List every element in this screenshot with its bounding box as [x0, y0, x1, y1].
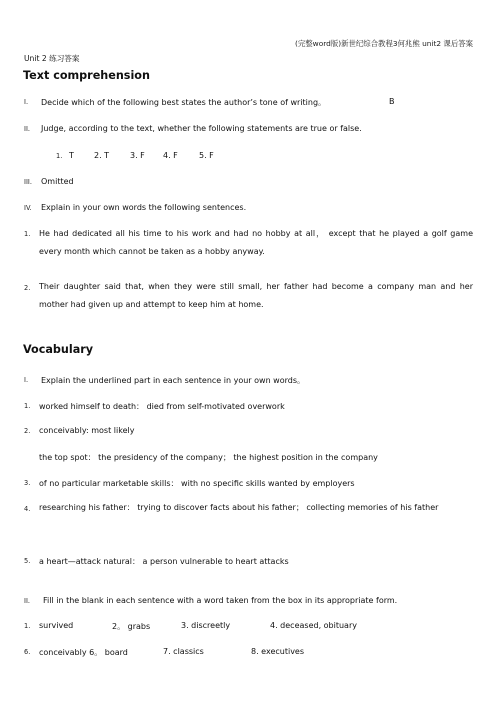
tf-answer: T — [69, 151, 74, 160]
fill-in-answer: 3. discreetly — [181, 621, 231, 630]
explanation-paragraph: He had dedicated all his time to his work and had no hobby at all， except that he played a golf game every month which cannot be taken as a hobby anyway. — [39, 229, 473, 256]
fill-in-answer: 2。 grabs — [112, 622, 151, 631]
fill-in-answer: 8. executives — [251, 647, 305, 656]
fill-in-answer: 7. classics — [163, 647, 204, 656]
item-number: I. — [24, 98, 29, 106]
tf-answer: 3. F — [130, 151, 145, 160]
answer-number: 1. — [56, 152, 63, 160]
tf-answer: 2. T — [94, 151, 110, 160]
answer-number: 1. — [24, 230, 31, 238]
item-number: II. — [24, 125, 30, 133]
vocabulary-answer: of no particular marketable skills： with no specific skills wanted by employers — [39, 479, 355, 488]
vocabulary-answer: the top spot： the presidency of the company； the highest position in the company — [39, 453, 378, 462]
document-header-title: (完整word版)新世纪综合教程3何兆熊 unit2 课后答案 — [295, 39, 473, 48]
question-text: Explain the underlined part in each sentence in your own words。 — [41, 376, 306, 385]
question-text: Decide which of the following best states the author’s tone of writing。 — [41, 98, 327, 107]
vocabulary-heading: Vocabulary — [23, 343, 94, 356]
item-number: IV. — [24, 204, 32, 212]
answer-number: 6. — [24, 648, 31, 656]
item-number: II. — [24, 597, 30, 605]
question-text: Fill in the blank in each sentence with a word taken from the box in its appropriate form. — [43, 596, 398, 605]
tone-answer: B — [389, 97, 395, 106]
answer-number: 2. — [24, 427, 31, 435]
fill-in-answer: 4. deceased, obituary — [270, 621, 357, 630]
fill-in-answer: survived — [39, 621, 74, 630]
answer-number: 1. — [24, 622, 31, 630]
fill-in-answer: conceivably 6。 board — [39, 648, 128, 657]
item-number: I. — [24, 376, 29, 384]
unit-label: Unit 2 练习答案 — [24, 54, 80, 63]
vocabulary-answer: a heart—attack natural： a person vulnerable to heart attacks — [39, 557, 289, 566]
vocabulary-answer: conceivably: most likely — [39, 426, 135, 435]
tf-answer: 5. F — [199, 151, 214, 160]
answer-number: 5. — [24, 557, 31, 565]
vocabulary-answer: researching his father： trying to discover facts about his father； collecting memories of his father — [39, 503, 439, 512]
answer-number: 2. — [24, 284, 31, 292]
answer-number: 1. — [24, 402, 31, 410]
explanation-paragraph: Their daughter said that, when they were still small, her father had become a company man and her mother had given up and attempt to keep him at home. — [39, 282, 473, 309]
text-comprehension-heading: Text comprehension — [23, 69, 150, 82]
answer-number: 4. — [24, 505, 31, 513]
question-text: Explain in your own words the following sentences. — [41, 203, 247, 212]
item-number: III. — [24, 178, 32, 186]
question-text: Omitted — [41, 177, 74, 186]
vocabulary-answer: worked himself to death： died from self-motivated overwork — [39, 402, 285, 411]
answer-number: 3. — [24, 479, 31, 487]
tf-answer: 4. F — [163, 151, 178, 160]
question-text: Judge, according to the text, whether the following statements are true or false. — [41, 124, 362, 133]
